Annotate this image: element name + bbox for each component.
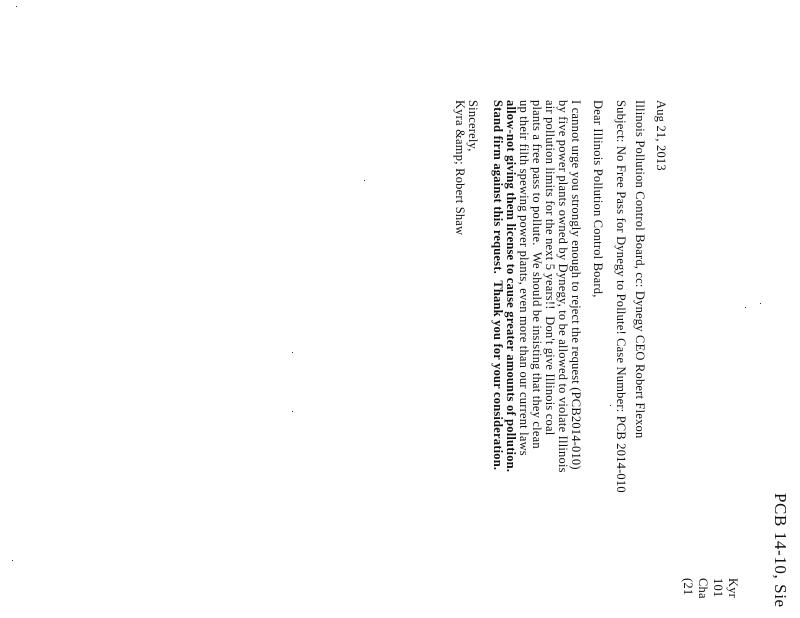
scan-speck bbox=[745, 307, 746, 308]
letter-body-line: allow-not giving them license to cause greater amounts of pollution. bbox=[504, 100, 518, 473]
letter-signature: Kyra &amp; Robert Shaw bbox=[453, 100, 467, 236]
scan-speck bbox=[364, 180, 365, 181]
scan-speck bbox=[760, 303, 761, 304]
letter-body-line: plants a free pass to pollute. We should be insisting that they clean bbox=[530, 100, 544, 449]
letter-body-line: Stand firm against this request. Thank you for your consideration. bbox=[491, 100, 505, 471]
scan-speck bbox=[12, 560, 13, 561]
letter-body-line: up their filth spewing power plants, even more than our current laws bbox=[517, 100, 531, 456]
letter-body-line: by five power plants owned by Dynegy, to be allowed to violate Illinois bbox=[556, 100, 570, 473]
sender-address-line: (21 bbox=[681, 578, 695, 596]
scan-speck bbox=[610, 405, 611, 406]
letter-body-line: I cannot urge you strongly enough to reject the request (PCB2014-010) bbox=[569, 100, 583, 470]
sender-address-line: Cha bbox=[696, 578, 710, 599]
scan-speck bbox=[292, 411, 293, 412]
case-reference: PCB 14-10, Sie bbox=[771, 493, 790, 608]
scan-speck bbox=[292, 352, 293, 353]
letter-recipient: Illinois Pollution Control Board, cc: Dynegy CEO Robert Flexon bbox=[633, 100, 647, 439]
letter-closing: Sincerely, bbox=[466, 100, 480, 152]
scan-speck bbox=[16, 6, 17, 7]
letter-salutation: Dear Illinois Pollution Control Board, bbox=[591, 100, 605, 298]
sender-address-line: 101 bbox=[711, 578, 725, 598]
letter-subject: Subject: No Free Pass for Dynegy to Pollute! Case Number: PCB 2014-010 bbox=[614, 100, 628, 493]
sender-address-line: Kyr bbox=[726, 578, 740, 599]
letter-date: Aug 21, 2013 bbox=[654, 100, 668, 171]
letter-body-line: air pollution limits for the next 5 years!! Don't give Illinois coal bbox=[543, 100, 557, 436]
